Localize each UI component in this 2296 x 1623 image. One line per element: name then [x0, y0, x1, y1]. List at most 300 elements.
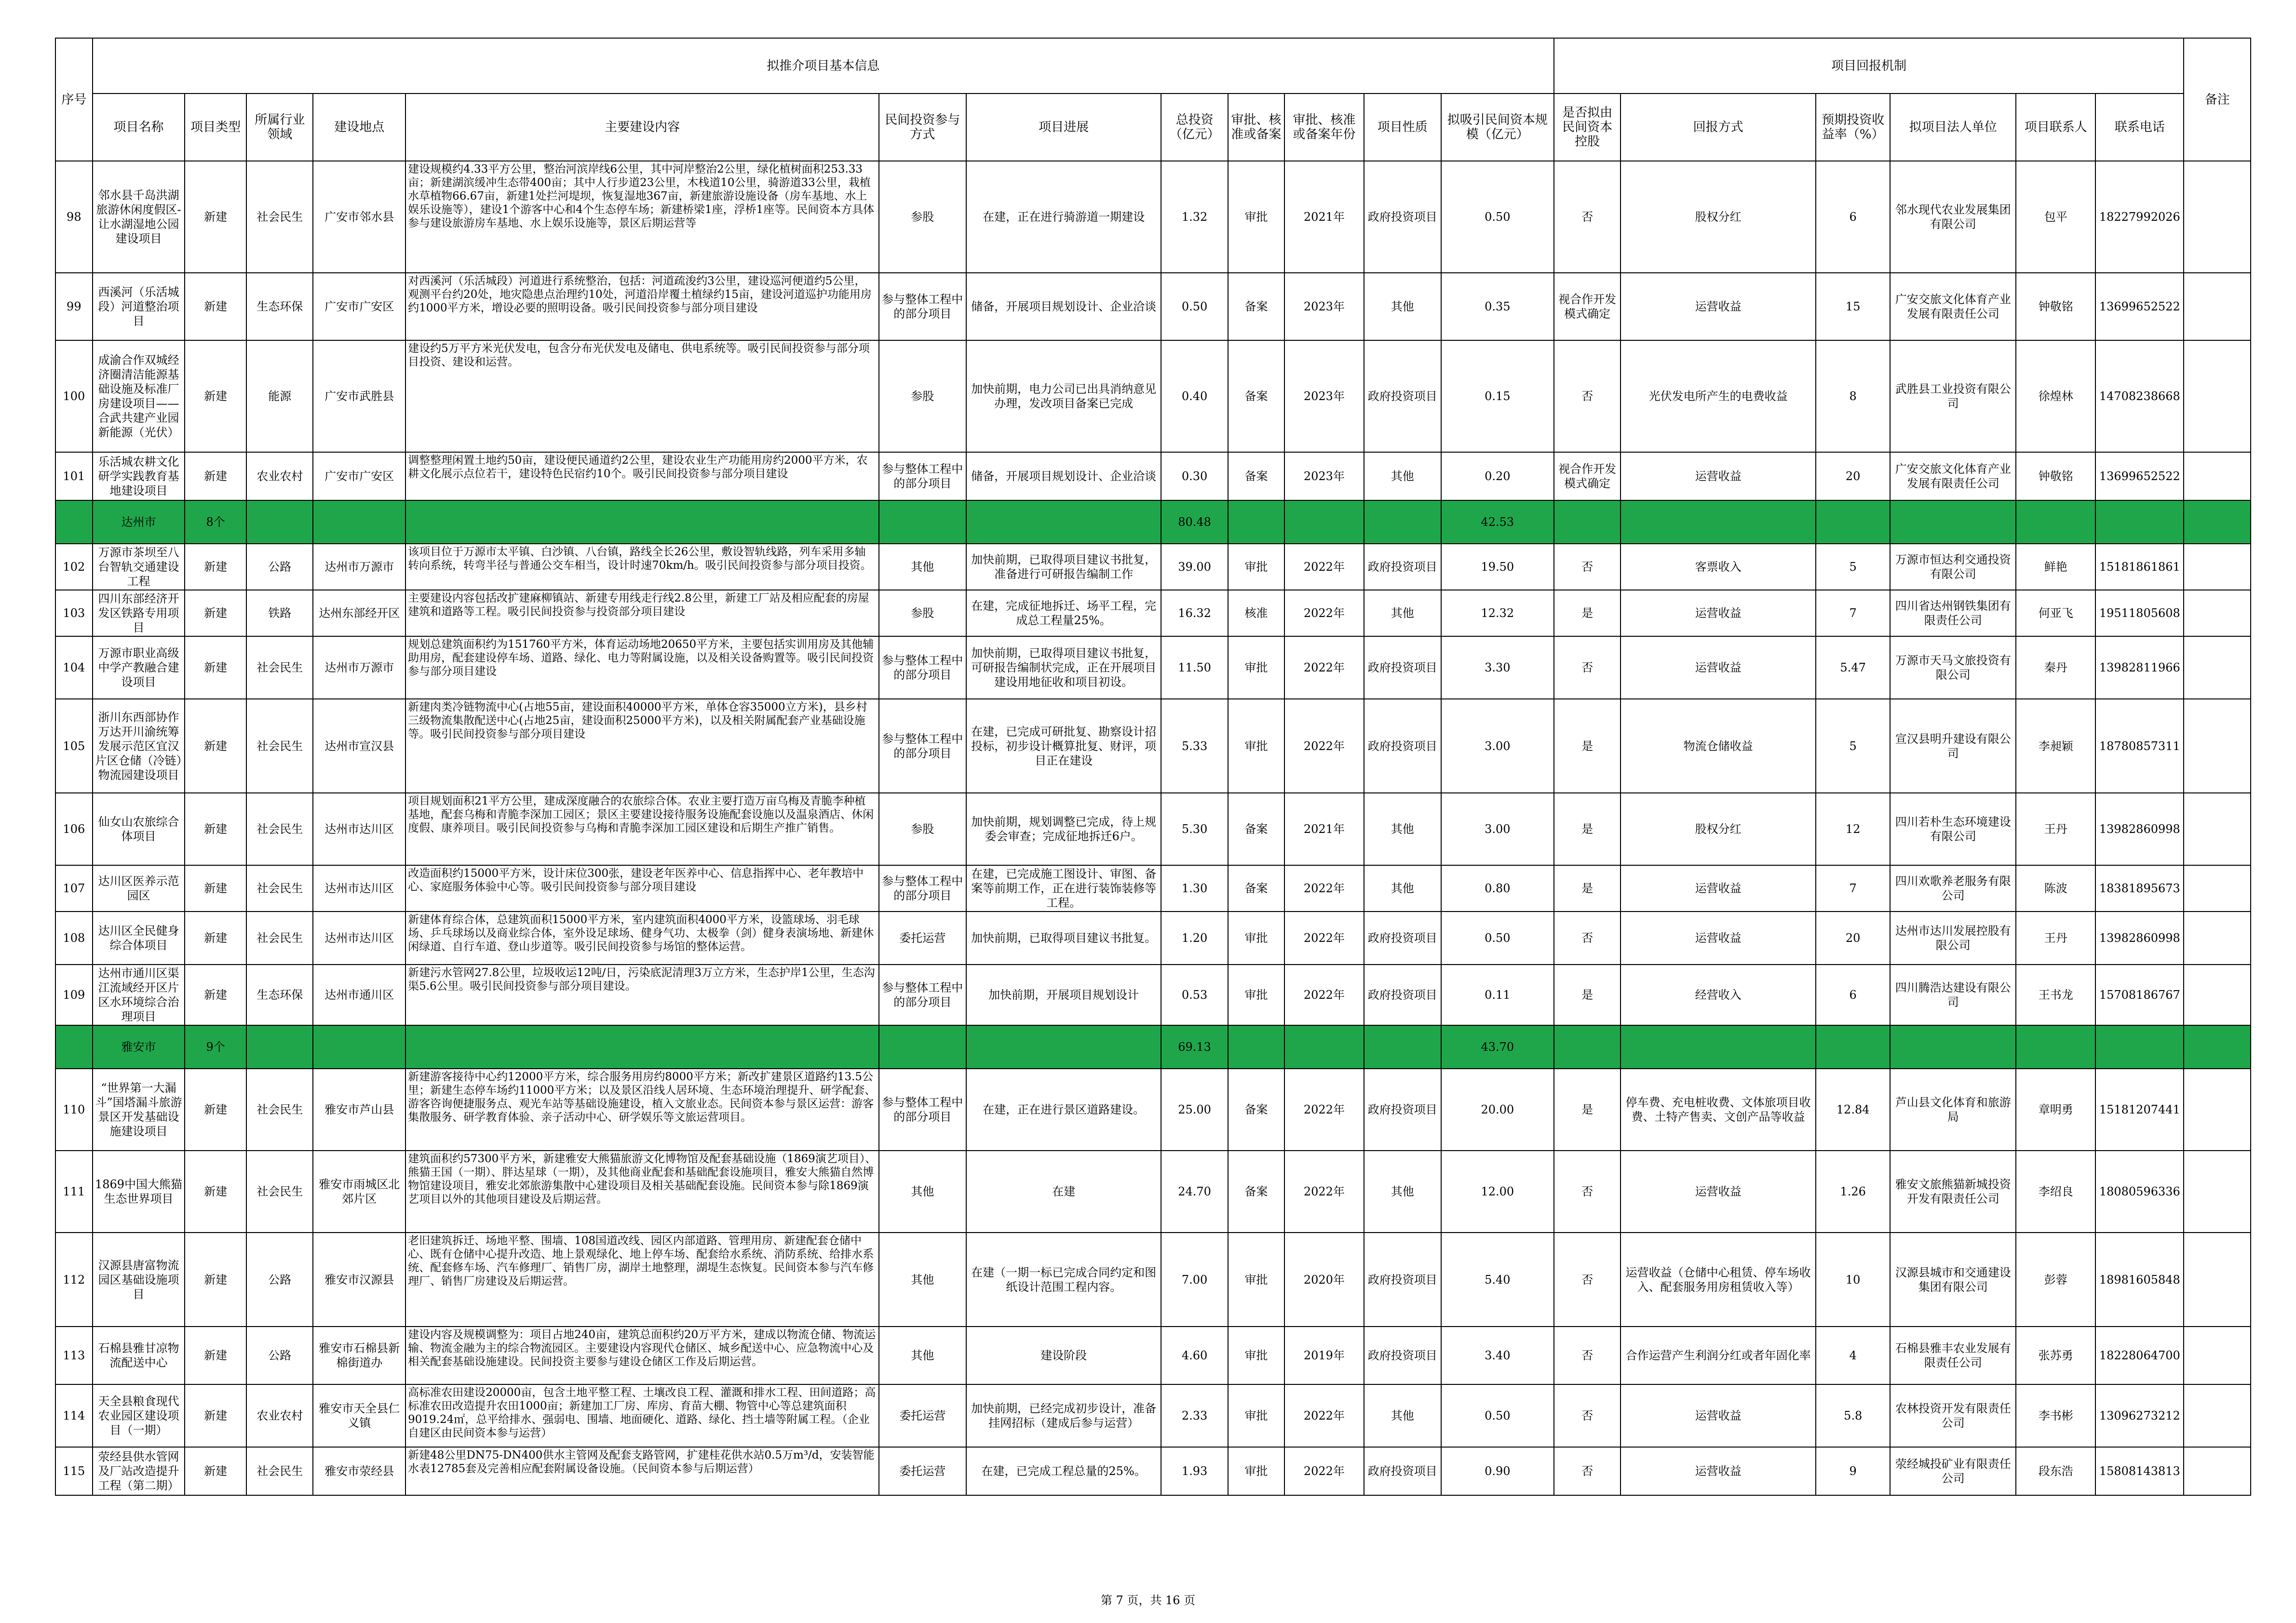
cell-phone: 19511805608 [2095, 590, 2184, 636]
cell-phone: 18227992026 [2095, 161, 2184, 273]
cell-seq: 107 [55, 865, 93, 912]
cell-name: “世界第一大漏斗”国塔漏斗旅游景区开发基础设施建设项目 [93, 1069, 185, 1151]
cell-seq: 114 [55, 1384, 93, 1447]
cell-industry: 公路 [246, 1327, 313, 1384]
cell-industry: 社会民生 [246, 793, 313, 865]
column-header: 项目性质 [1364, 94, 1441, 161]
cell-content: 项目规划面积21平方公里，建成深度融合的农旅综合体。农业主要打造万亩乌梅及青脆李种植基地，配套乌梅和青脆李深加工园区；景区主要建设接待服务设施配套设施以及温泉酒店、休闲度假、康养项目。吸引民间投资参与乌梅和青脆李深加工园区建设和后期生产推广销售。 [405, 793, 879, 865]
cell-control: 是 [1554, 865, 1621, 912]
cell-content: 新建游客接待中心约12000平方米，综合服务用房约8000平方米；新改扩建景区道路约13.5公里；新建生态停车场约11000平方米；以及景区沿线人居环境、生态环境治理提升、研学配套、游客咨询便捷服务点、观光车站等基础设施建设，植入文旅业态。民间资本参与景区运营：游客集散服务、研学教育体验、亲子活动中心、研学娱乐等文旅运营项目。 [405, 1069, 879, 1151]
empty-cell [2016, 1025, 2095, 1069]
table-row [55, 452, 2251, 500]
empty-cell [313, 1025, 405, 1069]
cell-phone: 15708186767 [2095, 965, 2184, 1025]
cell-private: 0.50 [1441, 1384, 1554, 1447]
cell-industry: 社会民生 [246, 1151, 313, 1233]
cell-control: 否 [1554, 912, 1621, 965]
cell-private: 3.40 [1441, 1327, 1554, 1384]
cell-industry: 社会民生 [246, 699, 313, 793]
project-table [55, 38, 2251, 1496]
cell-invest: 1.32 [1161, 161, 1228, 273]
cell-industry: 社会民生 [246, 636, 313, 699]
cell-invest: 1.93 [1161, 1447, 1228, 1495]
cell-remark [2184, 1447, 2251, 1495]
cell-year: 2022年 [1284, 1069, 1364, 1151]
cell-remark [2184, 1069, 2251, 1151]
cell-year: 2022年 [1284, 699, 1364, 793]
header-remark: 备注 [2184, 38, 2251, 161]
cell-year: 2022年 [1284, 590, 1364, 636]
column-header: 项目进展 [966, 94, 1162, 161]
cell-control: 是 [1554, 1069, 1621, 1151]
cell-year: 2023年 [1284, 340, 1364, 452]
cell-location: 达州市达川区 [313, 865, 405, 912]
cell-private: 0.50 [1441, 161, 1554, 273]
table-row [55, 161, 2251, 273]
cell-remark [2184, 161, 2251, 273]
cell-control: 是 [1554, 965, 1621, 1025]
city-total-invest: 69.13 [1161, 1025, 1228, 1069]
cell-contact: 徐煌林 [2016, 340, 2095, 452]
empty-cell [405, 500, 879, 544]
cell-remark [2184, 544, 2251, 590]
cell-return: 股权分红 [1621, 161, 1816, 273]
cell-name: 乐活城农耕文化研学实践教育基地建设项目 [93, 452, 185, 500]
cell-rate: 6 [1816, 161, 1890, 273]
cell-nature: 政府投资项目 [1364, 912, 1441, 965]
cell-return: 运营收益 [1621, 273, 1816, 340]
cell-legal: 四川若朴生态环境建设有限公司 [1890, 793, 2016, 865]
cell-return: 运营收益 [1621, 912, 1816, 965]
cell-name: 成渝合作双城经济圈清洁能源基础设施及标准厂房建设项目——合武共建产业园新能源（光伏） [93, 340, 185, 452]
cell-name: 西溪河（乐活城段）河道整治项目 [93, 273, 185, 340]
cell-content: 建筑面积约57300平方米，新建雅安大熊猫旅游文化博物馆及配套基础设施（1869演艺项目）、熊猫王国（一期）、胖达星球（一期），及其他商业配套和基础配套设施项目，雅安大熊猫自然博物馆建设项目，雅安北郊旅游集散中心建设项目及相关基础配套设施。民间资本参与除1869演艺项目以外的其他项目建设及后期运营。 [405, 1151, 879, 1233]
cell-rate: 1.26 [1816, 1151, 1890, 1233]
cell-location: 达州市达川区 [313, 793, 405, 865]
cell-seq: 115 [55, 1447, 93, 1495]
table-row [55, 340, 2251, 452]
cell-rate: 20 [1816, 452, 1890, 500]
cell-ptype: 新建 [185, 1233, 246, 1327]
cell-ptype: 新建 [185, 590, 246, 636]
cell-approval: 审批 [1228, 161, 1284, 273]
cell-legal: 四川腾浩达建设有限公司 [1890, 965, 2016, 1025]
cell-seq: 101 [55, 452, 93, 500]
cell-phone: 13982860998 [2095, 793, 2184, 865]
cell-name: 汉源县唐富物流园区基础设施项目 [93, 1233, 185, 1327]
cell-ptype: 新建 [185, 793, 246, 865]
cell-industry: 农业农村 [246, 452, 313, 500]
cell-invest: 11.50 [1161, 636, 1228, 699]
cell-industry: 社会民生 [246, 1069, 313, 1151]
table-row [55, 1233, 2251, 1327]
cell-rate: 12.84 [1816, 1069, 1890, 1151]
cell-approval: 备案 [1228, 1151, 1284, 1233]
cell-invest: 4.60 [1161, 1327, 1228, 1384]
cell-approval: 审批 [1228, 1447, 1284, 1495]
table-row [55, 965, 2251, 1025]
cell-ptype: 新建 [185, 965, 246, 1025]
cell-participation: 参与整体工程中的部分项目 [879, 699, 966, 793]
cell-private: 3.00 [1441, 793, 1554, 865]
cell-private: 0.11 [1441, 965, 1554, 1025]
cell-invest: 0.30 [1161, 452, 1228, 500]
header-group-basic: 拟推介项目基本信息 [93, 38, 1554, 94]
cell-seq: 104 [55, 636, 93, 699]
cell-industry: 社会民生 [246, 865, 313, 912]
cell-participation: 参与整体工程中的部分项目 [879, 865, 966, 912]
cell-ptype: 新建 [185, 865, 246, 912]
cell-private: 0.35 [1441, 273, 1554, 340]
cell-approval: 审批 [1228, 699, 1284, 793]
cell-phone: 13982811966 [2095, 636, 2184, 699]
cell-industry: 铁路 [246, 590, 313, 636]
cell-remark [2184, 912, 2251, 965]
cell-invest: 5.30 [1161, 793, 1228, 865]
cell-remark [2184, 636, 2251, 699]
cell-nature: 政府投资项目 [1364, 636, 1441, 699]
table-row [55, 636, 2251, 699]
empty-cell [1890, 500, 2016, 544]
cell-rate: 4 [1816, 1327, 1890, 1384]
cell-participation: 参与整体工程中的部分项目 [879, 965, 966, 1025]
cell-ptype: 新建 [185, 1069, 246, 1151]
cell-industry: 能源 [246, 340, 313, 452]
cell-invest: 0.50 [1161, 273, 1228, 340]
cell-participation: 其他 [879, 1151, 966, 1233]
table-row [55, 699, 2251, 793]
table-row [55, 1327, 2251, 1384]
cell-progress: 在建 [966, 1151, 1162, 1233]
cell-legal: 雅安文旅熊猫新城投资开发有限责任公司 [1890, 1151, 2016, 1233]
cell-nature: 其他 [1364, 1151, 1441, 1233]
cell-phone: 18381895673 [2095, 865, 2184, 912]
cell-contact: 李书彬 [2016, 1384, 2095, 1447]
cell-location: 广安市广安区 [313, 273, 405, 340]
cell-rate: 12 [1816, 793, 1890, 865]
cell-ptype: 新建 [185, 912, 246, 965]
cell-nature: 政府投资项目 [1364, 1069, 1441, 1151]
cell-participation: 参与整体工程中的部分项目 [879, 452, 966, 500]
cell-industry: 社会民生 [246, 1447, 313, 1495]
table-row [55, 1151, 2251, 1233]
cell-location: 雅安市石棉县新棉街道办 [313, 1327, 405, 1384]
cell-seq: 109 [55, 965, 93, 1025]
empty-cell [1228, 1025, 1284, 1069]
cell-content: 调整整理闲置土地约50亩，建设便民通道约2公里，建设农业生产功能用房约2000平方米，农耕文化展示点位若干，建设特色民宿约10个。吸引民间投资参与部分项目建设 [405, 452, 879, 500]
cell-year: 2021年 [1284, 161, 1364, 273]
empty-cell [2016, 500, 2095, 544]
cell-return: 光伏发电所产生的电费收益 [1621, 340, 1816, 452]
cell-seq: 106 [55, 793, 93, 865]
cell-nature: 政府投资项目 [1364, 544, 1441, 590]
cell-nature: 政府投资项目 [1364, 340, 1441, 452]
cell-progress: 加快前期，电力公司已出具消纳意见办理，发改项目备案已完成 [966, 340, 1162, 452]
cell-nature: 政府投资项目 [1364, 161, 1441, 273]
cell-year: 2022年 [1284, 1384, 1364, 1447]
table-row [55, 1447, 2251, 1495]
cell-private: 3.00 [1441, 699, 1554, 793]
cell-content: 高标准农田建设20000亩，包含土地平整工程、土壤改良工程、灌溉和排水工程、田间道路；高标准农田改造提升农田1000亩；新建加工厂房、库房、育苗大棚、物管中心等总建筑面积9019.24㎡，总平给排水、强弱电、围墙、地面硬化、道路、绿化、挡土墙等附属工程。（企业自建区由民间资本参与运营） [405, 1384, 879, 1447]
cell-legal: 万源市恒达利交通投资有限公司 [1890, 544, 2016, 590]
cell-invest: 0.53 [1161, 965, 1228, 1025]
column-header: 拟吸引民间资本规模（亿元） [1441, 94, 1554, 161]
cell-contact: 王丹 [2016, 793, 2095, 865]
cell-location: 雅安市芦山县 [313, 1069, 405, 1151]
cell-participation: 参股 [879, 340, 966, 452]
cell-progress: 加快前期，已取得项目建议书批复，准备进行可研报告编制工作 [966, 544, 1162, 590]
cell-control: 否 [1554, 161, 1621, 273]
cell-phone: 15808143813 [2095, 1447, 2184, 1495]
cell-participation: 参股 [879, 590, 966, 636]
column-header: 是否拟由民间资本控股 [1554, 94, 1621, 161]
cell-invest: 39.00 [1161, 544, 1228, 590]
cell-year: 2021年 [1284, 793, 1364, 865]
column-header: 建设地点 [313, 94, 405, 161]
cell-rate: 5.8 [1816, 1384, 1890, 1447]
cell-ptype: 新建 [185, 636, 246, 699]
cell-contact: 章明勇 [2016, 1069, 2095, 1151]
cell-seq: 98 [55, 161, 93, 273]
cell-return: 运营收益 [1621, 1151, 1816, 1233]
cell-progress: 加快前期，已经完成初步设计，准备挂网招标（建成后参与运营） [966, 1384, 1162, 1447]
cell-industry: 生态环保 [246, 965, 313, 1025]
cell-approval: 备案 [1228, 273, 1284, 340]
cell-nature: 其他 [1364, 452, 1441, 500]
cell-nature: 其他 [1364, 1384, 1441, 1447]
cell-remark [2184, 1384, 2251, 1447]
cell-return: 运营收益 [1621, 636, 1816, 699]
cell-private: 5.40 [1441, 1233, 1554, 1327]
cell-return: 运营收益 [1621, 1384, 1816, 1447]
empty-cell [313, 500, 405, 544]
cell-return: 运营收益 [1621, 590, 1816, 636]
empty-cell [1364, 500, 1441, 544]
cell-rate: 5.47 [1816, 636, 1890, 699]
empty-cell [1621, 500, 1816, 544]
empty-cell [405, 1025, 879, 1069]
cell-rate: 7 [1816, 590, 1890, 636]
cell-name: 四川东部经济开发区铁路专用项目 [93, 590, 185, 636]
cell-remark [2184, 965, 2251, 1025]
cell-control: 否 [1554, 636, 1621, 699]
cell-location: 达州市宣汉县 [313, 699, 405, 793]
cell-legal: 汉源县城市和交通建设集团有限公司 [1890, 1233, 2016, 1327]
cell-ptype: 新建 [185, 340, 246, 452]
cell-content: 规划总建筑面积约为151760平方米，体育运动场地20650平方米，主要包括实训用房及其他辅助用房，配套建设停车场、道路、绿化、电力等附属设施，以及相关设备购置等。吸引民间投资参与部分项目建设 [405, 636, 879, 699]
cell-progress: 在建，已完成可研批复、勘察设计招投标，初步设计概算批复、财评，项目正在建设 [966, 699, 1162, 793]
cell-legal: 宣汉县明升建设有限公司 [1890, 699, 2016, 793]
cell-phone: 18228064700 [2095, 1327, 2184, 1384]
city-total-invest: 80.48 [1161, 500, 1228, 544]
cell-legal: 达州市达川发展控股有限公司 [1890, 912, 2016, 965]
table-row [55, 544, 2251, 590]
cell-name: 万源市茶坝至八台智轨交通建设工程 [93, 544, 185, 590]
cell-ptype: 新建 [185, 1384, 246, 1447]
cell-remark [2184, 452, 2251, 500]
cell-seq: 110 [55, 1069, 93, 1151]
cell-location: 达州市达川区 [313, 912, 405, 965]
cell-private: 3.30 [1441, 636, 1554, 699]
cell-progress: 在建，正在进行景区道路建设。 [966, 1069, 1162, 1151]
empty-cell [879, 1025, 966, 1069]
cell-nature: 其他 [1364, 793, 1441, 865]
cell-contact: 彭蓉 [2016, 1233, 2095, 1327]
cell-year: 2022年 [1284, 544, 1364, 590]
cell-approval: 备案 [1228, 340, 1284, 452]
cell-contact: 钟敬铭 [2016, 452, 2095, 500]
cell-nature: 其他 [1364, 590, 1441, 636]
cell-nature: 其他 [1364, 865, 1441, 912]
cell-content: 对西溪河（乐活城段）河道进行系统整治，包括：河道疏浚约3公里，建设巡河便道约5公里，观测平台约20处，地灾隐患点治理约10处，河道沿岸覆土植绿约15亩，建设河道巡护功能用房约1000平方米，增设必要的照明设备。吸引民间投资参与部分项目建设 [405, 273, 879, 340]
cell-phone: 13982860998 [2095, 912, 2184, 965]
cell-return: 合作运营产生利润分红或者年固化率 [1621, 1327, 1816, 1384]
cell-ptype: 新建 [185, 699, 246, 793]
cell-approval: 审批 [1228, 1327, 1284, 1384]
cell-approval: 审批 [1228, 965, 1284, 1025]
empty-cell [1228, 500, 1284, 544]
cell-seq: 113 [55, 1327, 93, 1384]
cell-return: 客票收入 [1621, 544, 1816, 590]
cell-progress: 加快前期，已取得项目建议书批复，可研报告编制状完成，正在开展项目建设用地征收和项目初设。 [966, 636, 1162, 699]
cell-rate: 7 [1816, 865, 1890, 912]
column-header: 所属行业领域 [246, 94, 313, 161]
cell-private: 19.50 [1441, 544, 1554, 590]
cell-control: 是 [1554, 590, 1621, 636]
cell-progress: 加快前期，已取得项目建议书批复。 [966, 912, 1162, 965]
cell-industry: 农业农村 [246, 1384, 313, 1447]
cell-rate: 15 [1816, 273, 1890, 340]
cell-nature: 政府投资项目 [1364, 1447, 1441, 1495]
cell-seq: 102 [55, 544, 93, 590]
cell-contact: 张苏勇 [2016, 1327, 2095, 1384]
cell-nature: 政府投资项目 [1364, 699, 1441, 793]
cell-progress: 储备，开展项目规划设计、企业洽谈 [966, 273, 1162, 340]
cell-private: 0.80 [1441, 865, 1554, 912]
cell-participation: 参股 [879, 161, 966, 273]
cell-content: 建设约5万平方米光伏发电，包含分布光伏发电及储电、供电系统等。吸引民间投资参与部分项目投资、建设和运营。 [405, 340, 879, 452]
cell-invest: 1.30 [1161, 865, 1228, 912]
cell-remark [2184, 699, 2251, 793]
cell-name: 石棉县雅甘凉物流配送中心 [93, 1327, 185, 1384]
empty-cell [55, 1025, 93, 1069]
cell-approval: 审批 [1228, 1384, 1284, 1447]
cell-rate: 6 [1816, 965, 1890, 1025]
empty-cell [1554, 1025, 1621, 1069]
cell-return: 停车费、充电桩收费、文体旅项目收费、土特产售卖、文创产品等收益 [1621, 1069, 1816, 1151]
empty-cell [966, 1025, 1162, 1069]
cell-name: 天全县粮食现代农业园区建设项目（一期） [93, 1384, 185, 1447]
cell-invest: 5.33 [1161, 699, 1228, 793]
cell-approval: 备案 [1228, 452, 1284, 500]
cell-phone: 15181207441 [2095, 1069, 2184, 1151]
cell-location: 雅安市雨城区北郊片区 [313, 1151, 405, 1233]
cell-progress: 建设阶段 [966, 1327, 1162, 1384]
cell-progress: 在建，完成征地拆迁、场平工程，完成总工程量25%。 [966, 590, 1162, 636]
cell-nature: 政府投资项目 [1364, 1233, 1441, 1327]
cell-content: 建设内容及规模调整为：项目占地240亩，建筑总面积约20万平方米，建成以物流仓储、物流运输、物流金融为主的综合物流园区。主要建设内容现代仓储区、城乡配送中心、应急物流中心及相关配套基础设施建设。民间投资主要参与建设仓储区工作及后期运营。 [405, 1327, 879, 1384]
cell-industry: 社会民生 [246, 912, 313, 965]
column-header: 联系电话 [2095, 94, 2184, 161]
cell-phone: 13699652522 [2095, 452, 2184, 500]
column-header: 项目联系人 [2016, 94, 2095, 161]
cell-legal: 芦山县文化体育和旅游局 [1890, 1069, 2016, 1151]
cell-participation: 其他 [879, 1327, 966, 1384]
cell-participation: 委托运营 [879, 1447, 966, 1495]
empty-cell [2184, 500, 2251, 544]
empty-cell [1621, 1025, 1816, 1069]
cell-phone: 15181861861 [2095, 544, 2184, 590]
cell-content: 新建48公里DN75-DN400供水主管网及配套支路管网，扩建桂花供水站0.5万m³/d，安装智能水表12785套及完善相应配套附属设备设施。（民间资本参与后期运营） [405, 1447, 879, 1495]
cell-phone: 18080596336 [2095, 1151, 2184, 1233]
empty-cell [879, 500, 966, 544]
cell-progress: 在建，正在进行骑游道一期建设 [966, 161, 1162, 273]
cell-year: 2020年 [1284, 1233, 1364, 1327]
cell-control: 视合作开发模式确定 [1554, 452, 1621, 500]
empty-cell [1554, 500, 1621, 544]
column-header: 审批、核准或备案年份 [1284, 94, 1364, 161]
cell-legal: 武胜县工业投资有限公司 [1890, 340, 2016, 452]
cell-year: 2023年 [1284, 273, 1364, 340]
cell-location: 达州市万源市 [313, 636, 405, 699]
cell-industry: 公路 [246, 544, 313, 590]
cell-remark [2184, 1327, 2251, 1384]
cell-seq: 103 [55, 590, 93, 636]
cell-participation: 其他 [879, 544, 966, 590]
cell-location: 广安市武胜县 [313, 340, 405, 452]
cell-control: 是 [1554, 699, 1621, 793]
cell-control: 视合作开发模式确定 [1554, 273, 1621, 340]
cell-return: 股权分红 [1621, 793, 1816, 865]
cell-seq: 99 [55, 273, 93, 340]
cell-name: 达川区医养示范园区 [93, 865, 185, 912]
column-header: 项目类型 [185, 94, 246, 161]
empty-cell [246, 500, 313, 544]
cell-return: 经营收入 [1621, 965, 1816, 1025]
empty-cell [1284, 500, 1364, 544]
cell-contact: 秦丹 [2016, 636, 2095, 699]
cell-approval: 备案 [1228, 793, 1284, 865]
cell-phone: 18981605848 [2095, 1233, 2184, 1327]
cell-contact: 王丹 [2016, 912, 2095, 965]
cell-industry: 生态环保 [246, 273, 313, 340]
cell-ptype: 新建 [185, 1327, 246, 1384]
cell-control: 否 [1554, 340, 1621, 452]
cell-remark [2184, 273, 2251, 340]
cell-ptype: 新建 [185, 544, 246, 590]
cell-legal: 农林投资开发有限责任公司 [1890, 1384, 2016, 1447]
empty-cell [966, 500, 1162, 544]
empty-cell [1284, 1025, 1364, 1069]
cell-contact: 鲜艳 [2016, 544, 2095, 590]
cell-return: 运营收益（仓储中心租赁、停车场收入、配套服务用房租赁收入等） [1621, 1233, 1816, 1327]
cell-ptype: 新建 [185, 452, 246, 500]
cell-control: 是 [1554, 793, 1621, 865]
empty-cell [1816, 1025, 1890, 1069]
column-header: 预期投资收益率（%） [1816, 94, 1890, 161]
cell-control: 否 [1554, 1327, 1621, 1384]
cell-approval: 备案 [1228, 1069, 1284, 1151]
cell-phone: 13699652522 [2095, 273, 2184, 340]
cell-approval: 审批 [1228, 636, 1284, 699]
cell-rate: 9 [1816, 1447, 1890, 1495]
table-row [55, 1384, 2251, 1447]
empty-cell [2184, 1025, 2251, 1069]
cell-content: 新建肉类冷链物流中心(占地55亩，建设面积40000平方米，单体仓容35000立方米)，县乡村三级物流集散配送中心(占地25亩，建设面积25000平方米)，以及相关附属配套产业基础设施等。吸引民间投资参与部分项目建设 [405, 699, 879, 793]
cell-invest: 7.00 [1161, 1233, 1228, 1327]
cell-approval: 审批 [1228, 1233, 1284, 1327]
cell-progress: 储备，开展项目规划设计、企业洽谈 [966, 452, 1162, 500]
